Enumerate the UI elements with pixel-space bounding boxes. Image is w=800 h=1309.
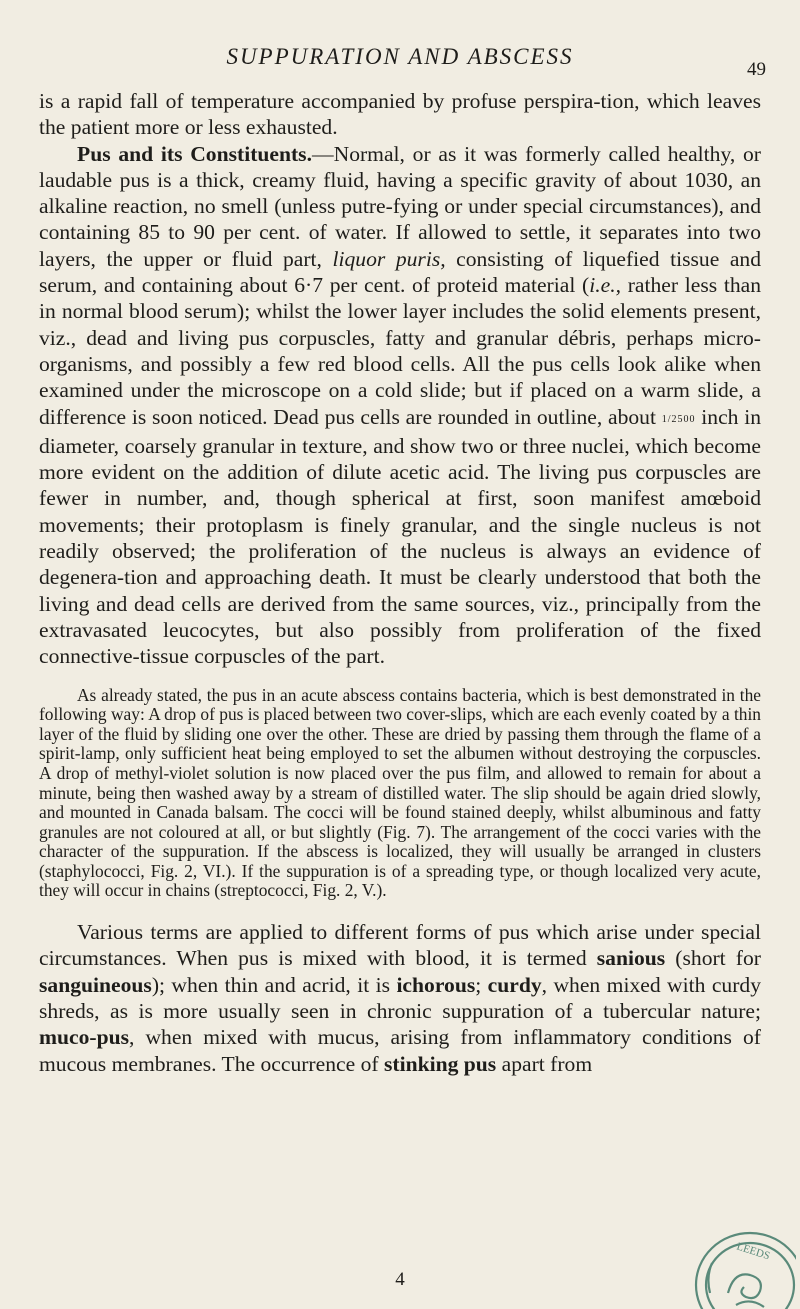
text-segment: consisting of liquefied tissue and serum, and containing about 6·7 per cent. of proteid material (: [39, 246, 761, 298]
text-segment: (short for: [665, 946, 761, 971]
library-stamp-icon: [676, 1223, 796, 1309]
term-liquor-puris: liquor puris,: [332, 246, 446, 271]
text-segment: , when mixed with mucus, arising from inflammatory conditions of mucous membranes. The occurrence of: [39, 1025, 761, 1076]
text-segment: inch in diameter, coarsely granular in texture, and show two or three nuclei, which become more evident on the addition of dilute acetic acid. The living pus corpuscles are fewer in number, and, though spherical at first, soon manifest amœboid movements; their protoplasm is finely granular, and the single nucleus is not readily observed; the proliferation of the nucleus is always an evidence of degenera-tion and approaching death. It must be clearly understood that both the living and dead cells are derived from the same sources, viz., principally from the extravasated leucocytes, but also possibly from proliferation of the fixed connective-tissue corpuscles of the part.: [39, 404, 762, 669]
term-sanguineous: sanguineous: [39, 972, 152, 997]
term-curdy: curdy: [487, 972, 542, 997]
paragraph-pus-terms: [39, 919, 761, 1077]
text-segment: ;: [475, 972, 488, 997]
term-sanious: sanious: [596, 946, 666, 971]
text-segment: rather less than in normal blood serum); whilst the lower layer includes the solid elements present, viz., dead and living pus corpuscles, fatty and granular débris, perhaps micro-organisms, and possibly a few red blood cells. All the pus cells look alike when examined under the microscope on a cold slide; but if placed on a warm slide, a difference is soon noticed. Dead pus cells are rounded in outline, about: [39, 273, 761, 429]
term-ichorous: ichorous: [396, 972, 476, 997]
text-segment: , when mixed with curdy shreds, as is more usually seen in chronic suppuration of a tubercular nature;: [39, 972, 762, 1023]
term-ie: i.e.,: [589, 273, 621, 298]
page-body: [39, 88, 761, 1077]
text-segment: ); when thin and acrid, it is: [151, 972, 397, 997]
paragraph-bacteria-demonstration: As already stated, the pus in an acute abscess contains bacteria, which is best demonstrated in the following way: A drop of pus is placed between two cover-slips, which are each evenly coated by a thin layer of the fluid by sliding one over the other. These are dried by passing them through the flame of a spirit-lamp, only sufficient heat being employed to set the albumen without destroying the corpuscles. A drop of methyl-violet solution is now placed over the pus film, and allowed to remain for about a minute, being then washed away by a stream of distilled water. The slip should be again dried slowly, and mounted in Canada balsam. The cocci will be found stained deeply, whilst albuminous and fatty granules are not coloured at all, or but slightly (Fig. 7). The arrangement of the cocci varies with the character of the suppuration. If the abscess is localized, they will usually be arranged in clusters (staphylococci, Fig. 2, VI.). If the suppuration is of a spreading type, or though localized very acute, they will occur in chains (streptococci, Fig. 2, V.).: [39, 684, 761, 901]
paragraph-pus-constituents: [39, 141, 761, 670]
text-segment: Various terms are applied to different forms of pus which arise under special circumstances. When pus is mixed with blood, it is termed: [39, 920, 761, 971]
fraction-diameter: 1/2500: [661, 413, 696, 425]
svg-text:LEEDS: LEEDS: [735, 1240, 772, 1263]
paragraph-continuation: is a rapid fall of temperature accompanied by profuse perspira-tion, which leaves the patient more or less exhausted.: [39, 89, 761, 140]
text-segment: —Normal, or as it was formerly called healthy, or laudable pus is a thick, creamy fluid, having a specific gravity of about 1030, an alkaline reaction, no smell (unless putre-fying or under special circumstances), and containing 85 to 90 per cent. of water. If allowed to settle, it separates into two layers, the upper or fluid part,: [39, 141, 761, 271]
term-muco-pus: muco-pus: [39, 1025, 129, 1050]
run-in-heading: Pus and its Constituents.: [77, 141, 312, 166]
signature-mark: 4: [395, 1269, 405, 1290]
text-segment: apart from: [496, 1051, 593, 1076]
running-title: SUPPURATION AND ABSCESS: [226, 44, 574, 69]
term-stinking-pus: stinking pus: [383, 1051, 497, 1076]
page-number: 49: [747, 59, 766, 80]
